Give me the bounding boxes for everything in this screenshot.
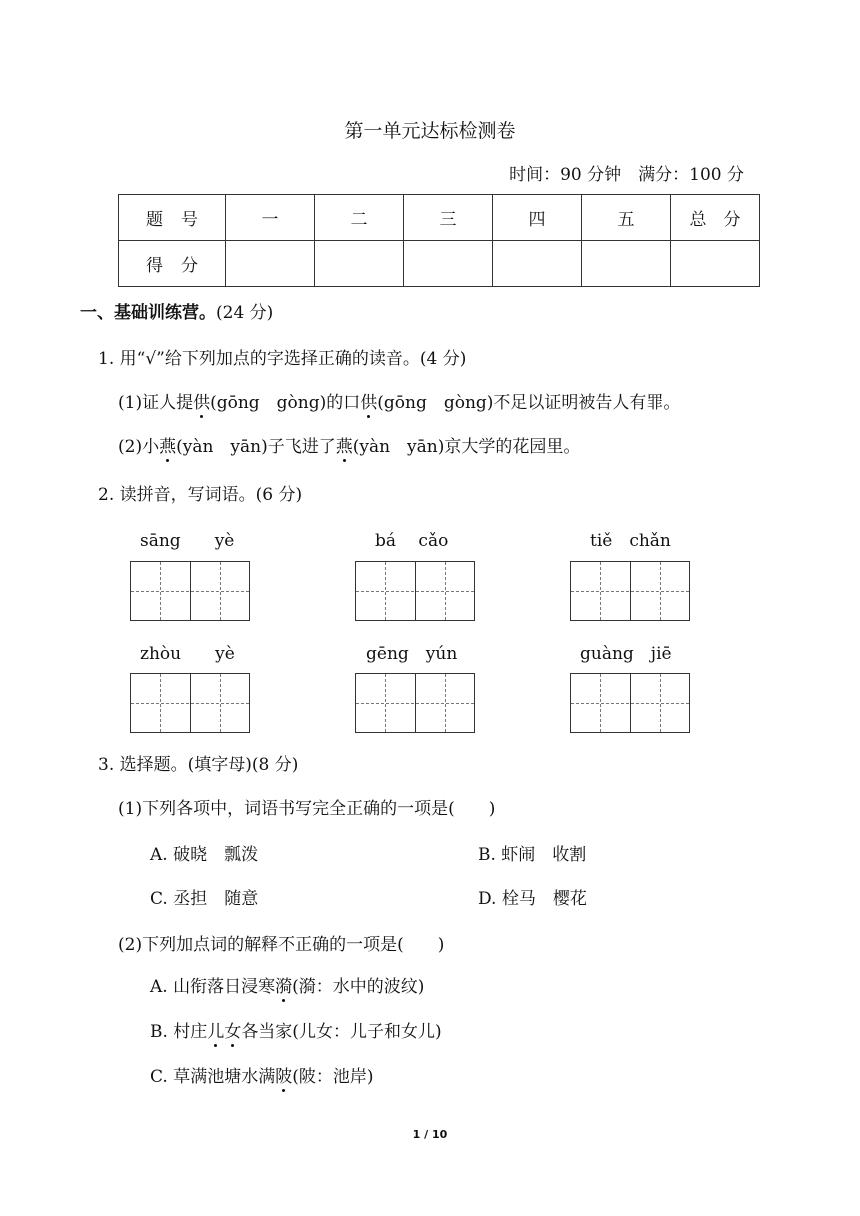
q1-s2-text: (yàn yān)京大学的花园里。 — [352, 437, 581, 457]
q3-p1-option-a[interactable]: A. 破晓 瓢泼 — [150, 845, 259, 865]
option-text: B. 村庄 — [150, 1022, 208, 1042]
option-text: C. 草满池塘水满 — [150, 1067, 276, 1087]
score-table-score-row — [119, 241, 760, 287]
score-table — [118, 194, 760, 287]
q3-p1-option-d[interactable]: D. 栓马 樱花 — [478, 889, 587, 909]
q1-s1-text: (gōng gòng)的口 — [210, 393, 361, 413]
dotted-char: 供 — [193, 393, 211, 413]
writing-grid[interactable] — [130, 561, 250, 621]
q3-part2-stem: (2)下列加点词的解释不正确的一项是( ) — [118, 935, 445, 955]
exam-meta: 时间：90 分钟 满分：100 分 — [509, 165, 744, 185]
pinyin-label: gēng yún — [366, 644, 458, 664]
writing-grid[interactable] — [570, 673, 690, 733]
option-text: A. 山衔落日浸寒 — [150, 977, 276, 997]
q1-sentence-2 — [118, 432, 580, 457]
writing-grid[interactable] — [355, 561, 475, 621]
score-cell[interactable] — [315, 241, 404, 287]
score-cell[interactable] — [226, 241, 315, 287]
q1-s2-text: (yàn yān)子飞进了 — [176, 437, 336, 457]
q1-stem: 1. 用“√”给下列加点的字选择正确的读音。(4 分) — [98, 349, 467, 369]
dotted-char: 女 — [224, 1022, 242, 1042]
pinyin-label: guàng jiē — [580, 644, 672, 664]
pinyin-label: sāng yè — [140, 531, 235, 551]
score-table-header-row — [119, 195, 760, 241]
q1-sentence-1 — [118, 388, 680, 413]
score-table-header: 五 — [582, 195, 671, 241]
score-table-row2-label: 得分 — [119, 241, 226, 287]
writing-grid[interactable] — [355, 673, 475, 733]
score-table-header: 二 — [315, 195, 404, 241]
q3-p1-option-c[interactable]: C. 丞担 随意 — [150, 889, 259, 909]
dotted-char: 漪 — [275, 977, 293, 997]
q1-s1-text: (1)证人提 — [118, 393, 194, 413]
q2-stem: 2. 读拼音，写词语。(6 分) — [98, 485, 303, 505]
page-title: 第一单元达标检测卷 — [344, 120, 516, 142]
score-cell[interactable] — [493, 241, 582, 287]
q3-p2-option-a[interactable] — [150, 972, 424, 997]
section-1-title: 一、基础训练营。 — [80, 303, 216, 323]
score-table-header: 四 — [493, 195, 582, 241]
dotted-char: 供 — [360, 393, 378, 413]
score-table-header: 三 — [404, 195, 493, 241]
score-cell[interactable] — [404, 241, 493, 287]
q1-s2-text: (2)小 — [118, 437, 160, 457]
option-text: (陂：池岸) — [292, 1067, 374, 1087]
q3-stem: 3. 选择题。(填字母)(8 分) — [98, 755, 299, 775]
section-1-heading — [80, 298, 273, 323]
section-1-points: (24 分) — [216, 303, 274, 323]
dotted-char: 燕 — [159, 437, 177, 457]
score-cell[interactable] — [671, 241, 760, 287]
dotted-char: 燕 — [335, 437, 353, 457]
option-text: (漪：水中的波纹) — [292, 977, 425, 997]
page-number: 1 / 10 — [412, 1128, 448, 1141]
pinyin-label: bá cǎo — [375, 531, 449, 551]
q3-part1-stem: (1)下列各项中，词语书写完全正确的一项是( ) — [118, 799, 496, 819]
dotted-char: 儿 — [207, 1022, 225, 1042]
dotted-char: 陂 — [275, 1067, 293, 1087]
q3-p2-option-c[interactable] — [150, 1062, 373, 1087]
q3-p1-option-b[interactable]: B. 虾闹 收割 — [478, 845, 587, 865]
pinyin-label: tiě chǎn — [590, 531, 671, 551]
score-table-header: 总 分 — [671, 195, 760, 241]
q3-p2-option-b[interactable] — [150, 1017, 442, 1042]
option-text: 各当家(儿女：儿子和女儿) — [241, 1022, 442, 1042]
pinyin-label: zhòu yè — [140, 644, 235, 664]
writing-grid[interactable] — [130, 673, 250, 733]
score-cell[interactable] — [582, 241, 671, 287]
writing-grid[interactable] — [570, 561, 690, 621]
score-table-row1-label: 题号 — [119, 195, 226, 241]
score-table-header: 一 — [226, 195, 315, 241]
q1-s1-text: (gōng gòng)不足以证明被告人有罪。 — [377, 393, 681, 413]
